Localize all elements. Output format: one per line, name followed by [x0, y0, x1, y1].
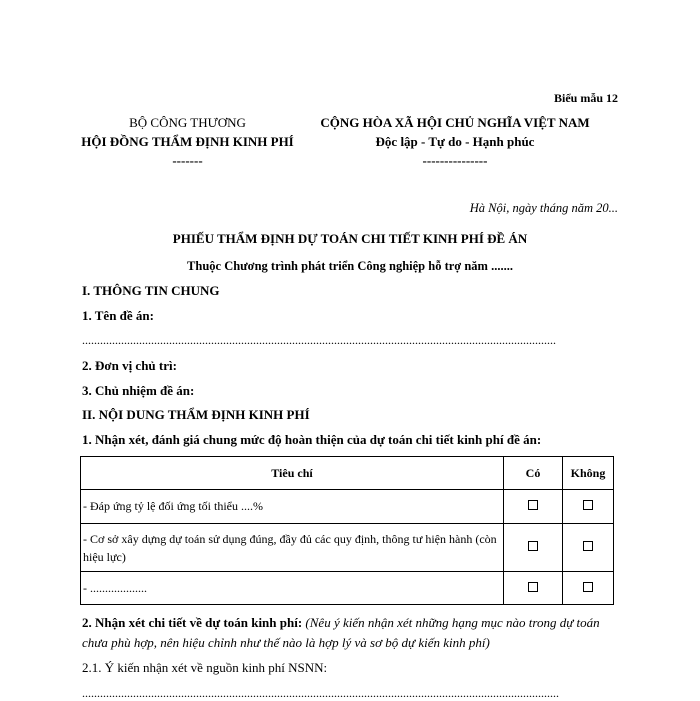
no-checkbox[interactable]	[583, 582, 593, 592]
form-number: Biểu mẫu 12	[553, 91, 618, 105]
yes-cell	[504, 572, 563, 605]
yes-cell	[504, 490, 563, 524]
detailed-review-label: 2. Nhận xét chi tiết về dự toán kinh phí:	[82, 615, 303, 630]
nation-name: CỘNG HÒA XÃ HỘI CHỦ NGHĨA VIỆT NAM	[320, 115, 590, 130]
document-subtitle: Thuộc Chương trình phát triển Công nghiệp hỗ trợ năm .......	[187, 259, 513, 273]
no-cell	[563, 490, 614, 524]
project-lead-label: 3. Chủ nhiệm đề án:	[82, 383, 195, 398]
no-checkbox[interactable]	[583, 500, 593, 510]
document-title: PHIẾU THẨM ĐỊNH DỰ TOÁN CHI TIẾT KINH PHÍ ĐỀ ÁN	[172, 231, 528, 246]
state-budget-label: 2.1. Ý kiến nhận xét về nguồn kinh phí NSNN:	[82, 660, 328, 675]
criteria-cell: - Đáp ứng tỷ lệ đối ứng tối thiểu ....%	[81, 490, 504, 524]
criteria-cell: - Cơ sở xây dựng dự toán sử dụng đúng, đầy đủ các quy định, thông tư hiện hành (còn hiệu lực)	[81, 524, 504, 572]
left-header	[80, 113, 295, 170]
table-header-row	[81, 457, 614, 490]
host-unit-label: 2. Đơn vị chủ trì:	[82, 358, 177, 373]
yes-checkbox[interactable]	[528, 582, 538, 592]
no-checkbox[interactable]	[583, 541, 593, 551]
header-criteria: Tiêu chí	[81, 457, 504, 490]
section1-heading: I. THÔNG TIN CHUNG	[82, 283, 220, 298]
table-row	[81, 572, 614, 605]
date-line: Hà Nội, ngày tháng năm 20...	[469, 201, 618, 215]
yes-checkbox[interactable]	[528, 541, 538, 551]
right-header-rule: ---------------	[422, 153, 488, 168]
detailed-review-note: (Nêu ý kiến nhận xét những hạng mục nào trong dự toán chưa phù hợp, nên hiệu chỉnh như thế nào là hợp lý và sơ bộ dự kiến kinh phí)	[82, 615, 600, 650]
state-budget-dots: ...............................................................................................................................................................	[82, 686, 559, 700]
no-cell	[563, 524, 614, 572]
yes-cell	[504, 524, 563, 572]
criteria-cell: - ...................	[81, 572, 504, 605]
yes-checkbox[interactable]	[528, 500, 538, 510]
header-yes: Có	[504, 457, 563, 490]
project-name-dots: ..............................................................................................................................................................	[82, 333, 556, 347]
ministry-name: BỘ CÔNG THƯƠNG	[129, 115, 246, 130]
header-no: Không	[563, 457, 614, 490]
assessment-label: 1. Nhận xét, đánh giá chung mức độ hoàn thiện của dự toán chi tiết kinh phí đề án:	[82, 432, 542, 447]
criteria-table	[80, 456, 614, 605]
national-motto: Độc lập - Tự do - Hạnh phúc	[375, 134, 535, 149]
section2-heading: II. NỘI DUNG THẨM ĐỊNH KINH PHÍ	[82, 407, 310, 422]
table-row	[81, 524, 614, 572]
council-name: HỘI ĐỒNG THẨM ĐỊNH KINH PHÍ	[81, 134, 294, 149]
no-cell	[563, 572, 614, 605]
left-header-rule: -------	[172, 153, 203, 168]
detailed-review	[82, 613, 622, 653]
right-header	[300, 113, 610, 170]
table-row	[81, 490, 614, 524]
project-name-label: 1. Tên đề án:	[82, 308, 154, 323]
